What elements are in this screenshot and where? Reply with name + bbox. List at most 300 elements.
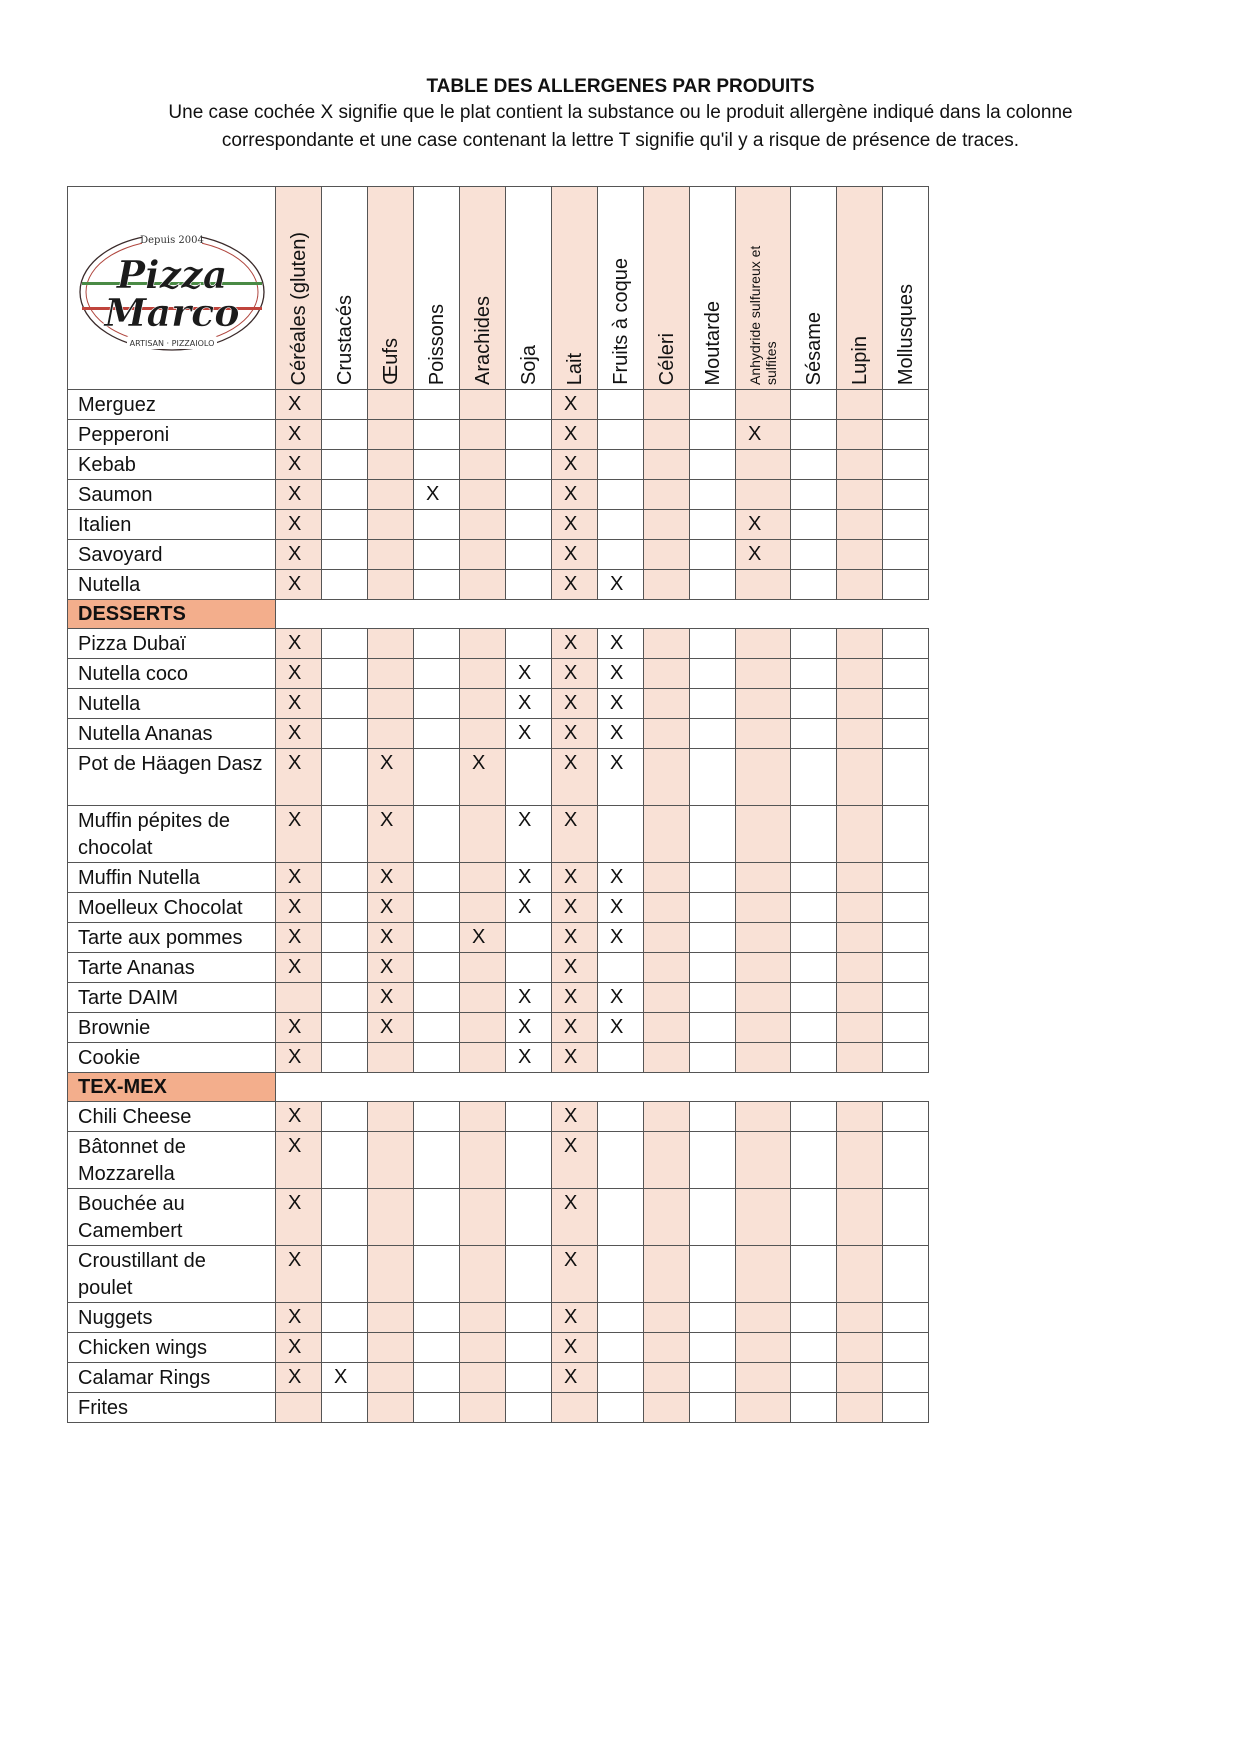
allergen-cell: X xyxy=(276,719,322,749)
allergen-cell: X xyxy=(552,510,598,540)
allergen-table xyxy=(67,186,929,1423)
allergen-cell xyxy=(837,480,883,510)
allergen-cell xyxy=(414,420,460,450)
allergen-cell xyxy=(414,923,460,953)
allergen-cell xyxy=(368,1363,414,1393)
allergen-cell xyxy=(644,1303,690,1333)
allergen-cell xyxy=(414,1132,460,1189)
table-row xyxy=(68,1043,929,1073)
allergen-cell: X xyxy=(552,1102,598,1132)
allergen-cell xyxy=(598,390,644,420)
allergen-cell xyxy=(322,893,368,923)
allergen-cell xyxy=(506,923,552,953)
table-row xyxy=(68,1189,929,1246)
allergen-cell xyxy=(322,749,368,806)
allergen-cell xyxy=(837,1189,883,1246)
section-header-row xyxy=(68,1073,929,1102)
allergen-cell xyxy=(883,1013,929,1043)
allergen-cell xyxy=(506,420,552,450)
allergen-cell xyxy=(598,1333,644,1363)
allergen-cell xyxy=(791,1333,837,1363)
allergen-cell xyxy=(736,689,791,719)
allergen-cell xyxy=(791,629,837,659)
allergen-cell xyxy=(690,540,736,570)
allergen-cell xyxy=(414,983,460,1013)
allergen-cell xyxy=(644,1013,690,1043)
product-name: Nutella Ananas xyxy=(68,719,276,749)
allergen-cell xyxy=(460,1189,506,1246)
allergen-cell xyxy=(414,1363,460,1393)
allergen-cell xyxy=(690,1393,736,1423)
allergen-cell xyxy=(368,1393,414,1423)
allergen-cell xyxy=(506,570,552,600)
product-name: Pepperoni xyxy=(68,420,276,450)
section-label: DESSERTS xyxy=(68,600,276,629)
allergen-cell: X xyxy=(552,420,598,450)
column-header-label: Sésame xyxy=(802,311,825,385)
allergen-cell: X xyxy=(276,923,322,953)
allergen-cell xyxy=(506,749,552,806)
logo-top-text: Depuis 2004 xyxy=(139,235,204,246)
allergen-cell xyxy=(322,806,368,863)
allergen-cell xyxy=(598,1246,644,1303)
allergen-cell xyxy=(837,629,883,659)
allergen-cell: X xyxy=(368,1013,414,1043)
table-row xyxy=(68,806,929,863)
allergen-cell xyxy=(690,510,736,540)
allergen-cell xyxy=(690,450,736,480)
allergen-cell xyxy=(644,719,690,749)
product-name: Pot de Häagen Dasz xyxy=(68,749,276,806)
allergen-cell xyxy=(791,510,837,540)
allergen-cell: X xyxy=(276,570,322,600)
allergen-cell xyxy=(736,1246,791,1303)
allergen-cell xyxy=(368,689,414,719)
allergen-cell: X xyxy=(368,923,414,953)
allergen-cell xyxy=(883,420,929,450)
allergen-cell xyxy=(837,1102,883,1132)
allergen-cell xyxy=(644,1102,690,1132)
product-name: Pizza Dubaï xyxy=(68,629,276,659)
allergen-cell xyxy=(690,719,736,749)
allergen-cell xyxy=(414,719,460,749)
allergen-cell: X xyxy=(598,923,644,953)
allergen-cell xyxy=(414,510,460,540)
allergen-cell xyxy=(506,1102,552,1132)
allergen-cell xyxy=(644,863,690,893)
allergen-cell xyxy=(791,863,837,893)
allergen-cell xyxy=(460,806,506,863)
allergen-cell xyxy=(791,480,837,510)
allergen-cell xyxy=(791,659,837,689)
allergen-cell: X xyxy=(552,1132,598,1189)
allergen-cell: X xyxy=(552,983,598,1013)
allergen-cell xyxy=(883,806,929,863)
allergen-cell: X xyxy=(276,450,322,480)
allergen-cell xyxy=(690,1246,736,1303)
allergen-cell: X xyxy=(276,1043,322,1073)
allergen-cell xyxy=(644,749,690,806)
allergen-cell xyxy=(414,1102,460,1132)
allergen-cell xyxy=(791,953,837,983)
allergen-cell: X xyxy=(598,983,644,1013)
allergen-cell xyxy=(736,450,791,480)
allergen-cell xyxy=(414,570,460,600)
column-header xyxy=(322,187,368,390)
allergen-cell xyxy=(883,1246,929,1303)
column-header xyxy=(690,187,736,390)
allergen-cell xyxy=(414,540,460,570)
allergen-cell: X xyxy=(736,540,791,570)
allergen-cell xyxy=(837,1303,883,1333)
table-row xyxy=(68,749,929,806)
allergen-cell xyxy=(837,1132,883,1189)
allergen-cell xyxy=(644,1246,690,1303)
column-header xyxy=(276,187,322,390)
allergen-cell: X xyxy=(506,806,552,863)
allergen-cell: X xyxy=(322,1363,368,1393)
allergen-cell xyxy=(460,570,506,600)
allergen-cell xyxy=(837,390,883,420)
allergen-cell xyxy=(322,629,368,659)
column-header xyxy=(598,187,644,390)
allergen-cell xyxy=(460,1393,506,1423)
allergen-cell: X xyxy=(506,719,552,749)
allergen-cell xyxy=(368,1303,414,1333)
product-name: Nutella xyxy=(68,570,276,600)
allergen-cell: X xyxy=(506,1043,552,1073)
allergen-cell xyxy=(644,923,690,953)
allergen-cell: X xyxy=(368,953,414,983)
logo-line-2: Marco xyxy=(103,290,240,335)
product-name: Saumon xyxy=(68,480,276,510)
allergen-cell xyxy=(414,1303,460,1333)
allergen-cell xyxy=(598,1043,644,1073)
allergen-cell: X xyxy=(276,1303,322,1333)
table-row xyxy=(68,570,929,600)
allergen-cell xyxy=(322,1132,368,1189)
allergen-cell xyxy=(736,749,791,806)
allergen-cell xyxy=(460,1246,506,1303)
logo-cell xyxy=(68,187,276,390)
allergen-cell xyxy=(644,510,690,540)
allergen-cell xyxy=(837,659,883,689)
allergen-cell xyxy=(276,1393,322,1423)
product-name: Tarte aux pommes xyxy=(68,923,276,953)
allergen-cell xyxy=(791,1363,837,1393)
allergen-cell: X xyxy=(552,1013,598,1043)
allergen-cell xyxy=(736,1102,791,1132)
allergen-cell: X xyxy=(276,510,322,540)
allergen-cell xyxy=(644,1363,690,1393)
allergen-cell xyxy=(368,480,414,510)
column-header-label: Œufs xyxy=(379,338,402,385)
allergen-cell xyxy=(837,1043,883,1073)
allergen-cell xyxy=(506,629,552,659)
allergen-cell xyxy=(368,719,414,749)
allergen-cell xyxy=(837,1246,883,1303)
allergen-cell xyxy=(506,450,552,480)
allergen-cell xyxy=(883,923,929,953)
allergen-cell xyxy=(322,1393,368,1423)
column-header-label: Mollusques xyxy=(894,283,917,385)
table-row xyxy=(68,893,929,923)
allergen-cell: X xyxy=(552,1246,598,1303)
column-header-label: Lupin xyxy=(848,336,871,385)
allergen-cell: X xyxy=(552,1333,598,1363)
product-name: Cookie xyxy=(68,1043,276,1073)
allergen-cell: X xyxy=(598,863,644,893)
allergen-cell xyxy=(322,719,368,749)
allergen-cell xyxy=(644,480,690,510)
allergen-cell: X xyxy=(276,480,322,510)
allergen-cell xyxy=(322,953,368,983)
allergen-cell xyxy=(690,806,736,863)
allergen-cell: X xyxy=(506,659,552,689)
allergen-cell xyxy=(883,629,929,659)
allergen-cell xyxy=(791,450,837,480)
column-header xyxy=(506,187,552,390)
table-row xyxy=(68,953,929,983)
allergen-cell: X xyxy=(506,983,552,1013)
allergen-cell: X xyxy=(460,749,506,806)
allergen-cell: X xyxy=(552,1303,598,1333)
allergen-cell: X xyxy=(506,1013,552,1043)
section-spacer xyxy=(276,1073,929,1102)
allergen-cell: X xyxy=(598,629,644,659)
allergen-cell xyxy=(414,689,460,719)
column-header xyxy=(791,187,837,390)
allergen-cell xyxy=(368,1102,414,1132)
product-name: Italien xyxy=(68,510,276,540)
allergen-cell xyxy=(644,659,690,689)
allergen-cell xyxy=(837,1363,883,1393)
allergen-cell xyxy=(644,953,690,983)
allergen-cell xyxy=(791,420,837,450)
allergen-cell xyxy=(414,1189,460,1246)
allergen-cell: X xyxy=(276,540,322,570)
column-header xyxy=(552,187,598,390)
allergen-cell xyxy=(414,629,460,659)
allergen-cell xyxy=(322,1303,368,1333)
allergen-cell xyxy=(322,1043,368,1073)
allergen-cell xyxy=(368,540,414,570)
allergen-cell xyxy=(690,390,736,420)
allergen-cell: X xyxy=(552,390,598,420)
allergen-cell xyxy=(460,1303,506,1333)
allergen-cell xyxy=(460,719,506,749)
allergen-cell xyxy=(837,1013,883,1043)
allergen-cell xyxy=(736,1303,791,1333)
allergen-cell xyxy=(322,1013,368,1043)
allergen-cell xyxy=(552,1393,598,1423)
allergen-cell: X xyxy=(276,1246,322,1303)
allergen-cell xyxy=(690,689,736,719)
allergen-cell xyxy=(368,390,414,420)
allergen-cell xyxy=(690,953,736,983)
allergen-cell xyxy=(322,420,368,450)
allergen-cell xyxy=(644,806,690,863)
allergen-cell xyxy=(460,629,506,659)
column-header-label: Moutarde xyxy=(701,300,724,385)
allergen-cell xyxy=(736,863,791,893)
allergen-cell xyxy=(414,1246,460,1303)
allergen-cell: X xyxy=(552,719,598,749)
allergen-cell: X xyxy=(552,480,598,510)
allergen-cell xyxy=(690,983,736,1013)
column-header-label: Céleri xyxy=(655,332,678,385)
allergen-cell xyxy=(736,983,791,1013)
allergen-cell xyxy=(414,659,460,689)
allergen-cell: X xyxy=(552,450,598,480)
allergen-cell xyxy=(506,510,552,540)
allergen-cell: X xyxy=(276,1013,322,1043)
allergen-cell xyxy=(837,863,883,893)
table-row xyxy=(68,983,929,1013)
allergen-cell: X xyxy=(552,1363,598,1393)
page-header xyxy=(60,74,1181,155)
allergen-cell xyxy=(598,953,644,983)
allergen-cell: X xyxy=(552,1189,598,1246)
allergen-cell xyxy=(791,806,837,863)
allergen-cell xyxy=(460,510,506,540)
allergen-cell xyxy=(322,1333,368,1363)
allergen-cell xyxy=(414,1043,460,1073)
allergen-cell xyxy=(883,863,929,893)
allergen-cell xyxy=(837,923,883,953)
page-subtitle-line-2: correspondante et une case contenant la lettre T signifie qu'il y a risque de présence de traces. xyxy=(221,130,1020,151)
allergen-cell xyxy=(883,1303,929,1333)
allergen-cell xyxy=(322,570,368,600)
product-name: Moelleux Chocolat xyxy=(68,893,276,923)
allergen-cell xyxy=(837,689,883,719)
allergen-cell xyxy=(791,1043,837,1073)
allergen-cell xyxy=(644,540,690,570)
column-header xyxy=(736,187,791,390)
allergen-cell xyxy=(837,540,883,570)
allergen-cell xyxy=(791,893,837,923)
section-label: TEX-MEX xyxy=(68,1073,276,1102)
column-header xyxy=(837,187,883,390)
allergen-cell xyxy=(690,1333,736,1363)
allergen-cell xyxy=(460,1132,506,1189)
allergen-cell xyxy=(883,953,929,983)
allergen-cell xyxy=(644,1043,690,1073)
allergen-cell xyxy=(690,1132,736,1189)
table-row xyxy=(68,1303,929,1333)
allergen-cell: X xyxy=(552,540,598,570)
table-row xyxy=(68,450,929,480)
allergen-cell xyxy=(506,1393,552,1423)
allergen-cell xyxy=(736,570,791,600)
allergen-cell xyxy=(736,390,791,420)
allergen-cell: X xyxy=(276,806,322,863)
allergen-cell xyxy=(460,390,506,420)
allergen-cell xyxy=(460,893,506,923)
allergen-cell xyxy=(414,863,460,893)
allergen-cell: X xyxy=(276,1189,322,1246)
allergen-cell xyxy=(837,749,883,806)
allergen-cell xyxy=(736,893,791,923)
allergen-cell xyxy=(690,893,736,923)
allergen-cell xyxy=(883,1043,929,1073)
allergen-cell xyxy=(883,659,929,689)
allergen-cell xyxy=(791,983,837,1013)
allergen-cell xyxy=(322,923,368,953)
allergen-cell xyxy=(506,480,552,510)
allergen-cell xyxy=(322,540,368,570)
allergen-cell xyxy=(883,570,929,600)
product-name: Brownie xyxy=(68,1013,276,1043)
allergen-cell: X xyxy=(276,863,322,893)
allergen-cell xyxy=(644,420,690,450)
allergen-cell xyxy=(460,450,506,480)
allergen-cell xyxy=(883,390,929,420)
allergen-cell xyxy=(690,1363,736,1393)
allergen-cell xyxy=(598,806,644,863)
logo-bottom-text: ARTISAN · PIZZAIOLO xyxy=(129,339,214,348)
table-row xyxy=(68,1393,929,1423)
allergen-cell xyxy=(368,570,414,600)
column-header xyxy=(883,187,929,390)
logo-line-1: Pizza xyxy=(116,252,227,297)
column-header-label: Lait xyxy=(563,352,586,385)
allergen-cell xyxy=(736,480,791,510)
allergen-cell xyxy=(322,510,368,540)
allergen-cell xyxy=(883,1363,929,1393)
product-name: Chicken wings xyxy=(68,1333,276,1363)
allergen-cell xyxy=(368,450,414,480)
allergen-cell xyxy=(791,1246,837,1303)
allergen-cell xyxy=(414,1393,460,1423)
allergen-cell xyxy=(736,923,791,953)
allergen-cell: X xyxy=(552,659,598,689)
allergen-cell xyxy=(460,420,506,450)
allergen-cell xyxy=(837,983,883,1013)
allergen-cell xyxy=(736,1189,791,1246)
allergen-cell xyxy=(460,1102,506,1132)
allergen-cell: X xyxy=(736,510,791,540)
allergen-cell xyxy=(368,420,414,450)
allergen-cell xyxy=(791,390,837,420)
allergen-cell xyxy=(322,390,368,420)
allergen-cell xyxy=(690,1013,736,1043)
allergen-cell xyxy=(506,953,552,983)
allergen-cell xyxy=(276,983,322,1013)
allergen-cell: X xyxy=(552,893,598,923)
allergen-cell xyxy=(322,659,368,689)
allergen-cell: X xyxy=(368,806,414,863)
column-header xyxy=(644,187,690,390)
allergen-cell: X xyxy=(414,480,460,510)
allergen-cell xyxy=(690,1189,736,1246)
allergen-cell xyxy=(791,1393,837,1423)
allergen-cell xyxy=(690,749,736,806)
allergen-cell xyxy=(690,570,736,600)
allergen-cell xyxy=(598,1132,644,1189)
allergen-cell: X xyxy=(276,1132,322,1189)
allergen-cell: X xyxy=(276,749,322,806)
allergen-cell xyxy=(837,450,883,480)
allergen-cell xyxy=(791,1013,837,1043)
allergen-cell xyxy=(644,1189,690,1246)
product-name: Muffin Nutella xyxy=(68,863,276,893)
allergen-cell xyxy=(506,540,552,570)
allergen-cell: X xyxy=(276,420,322,450)
allergen-cell xyxy=(736,1363,791,1393)
allergen-cell xyxy=(368,629,414,659)
allergen-cell: X xyxy=(598,1013,644,1043)
